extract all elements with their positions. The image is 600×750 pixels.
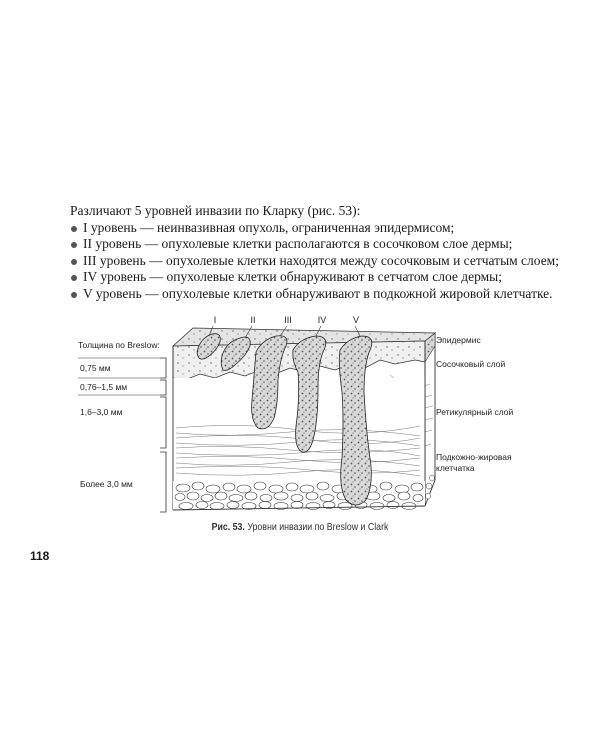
breslow-label: 0,76–1,5 мм: [80, 382, 128, 392]
clark-level-labels: [214, 315, 359, 325]
page-number: 118: [30, 549, 50, 563]
level-label: V: [352, 315, 360, 325]
subcutis-cells: [173, 481, 425, 510]
level-label: II: [250, 315, 256, 325]
breslow-brackets: [160, 358, 166, 512]
caption-label: Рис. 53.: [211, 522, 245, 533]
layer-label-reticular: Ретикулярный слой: [436, 407, 514, 417]
clark-levels-list: [70, 220, 570, 303]
layer-label-subcutis: Подкожно-жировая: [436, 452, 512, 462]
invasion-levels-diagram: [0, 300, 600, 520]
list-item: IV уровень — опухолевые клетки обнаруживают в сетчатом слое дермы;: [70, 269, 570, 286]
list-item: V уровень — опухолевые клетки обнаруживают в подкожной жировой клетчатке.: [70, 286, 570, 303]
level-label: III: [284, 315, 292, 325]
level-label: IV: [317, 315, 327, 325]
list-item: III уровень — опухолевые клетки находятся между сосочковым и сетчатым слоем;: [70, 253, 570, 270]
intro-text: [70, 203, 570, 302]
breslow-label: 0,75 мм: [80, 363, 111, 373]
list-item: II уровень — опухолевые клетки располагаются в сосочковом слое дермы;: [70, 236, 570, 253]
intro-lead: Различают 5 уровней инвазии по Кларку (рис. 53):: [70, 203, 361, 218]
caption-text: Уровни инвазии по Breslow и Clark: [247, 522, 389, 533]
breslow-label: Более 3,0 мм: [80, 479, 133, 489]
list-item: I уровень — неинвазивная опухоль, ограниченная эпидермисом;: [70, 220, 570, 237]
breslow-title: Толщина по Breslow:: [78, 340, 160, 350]
breslow-label: 1,6–3,0 мм: [80, 407, 123, 417]
level-label: I: [213, 315, 217, 325]
layer-label-subcutis: клетчатка: [436, 463, 475, 473]
figure-caption: [36, 522, 564, 533]
layer-label-papillary: Сосочковый слой: [436, 359, 506, 369]
layer-label-epidermis: Эпидермис: [436, 335, 481, 345]
